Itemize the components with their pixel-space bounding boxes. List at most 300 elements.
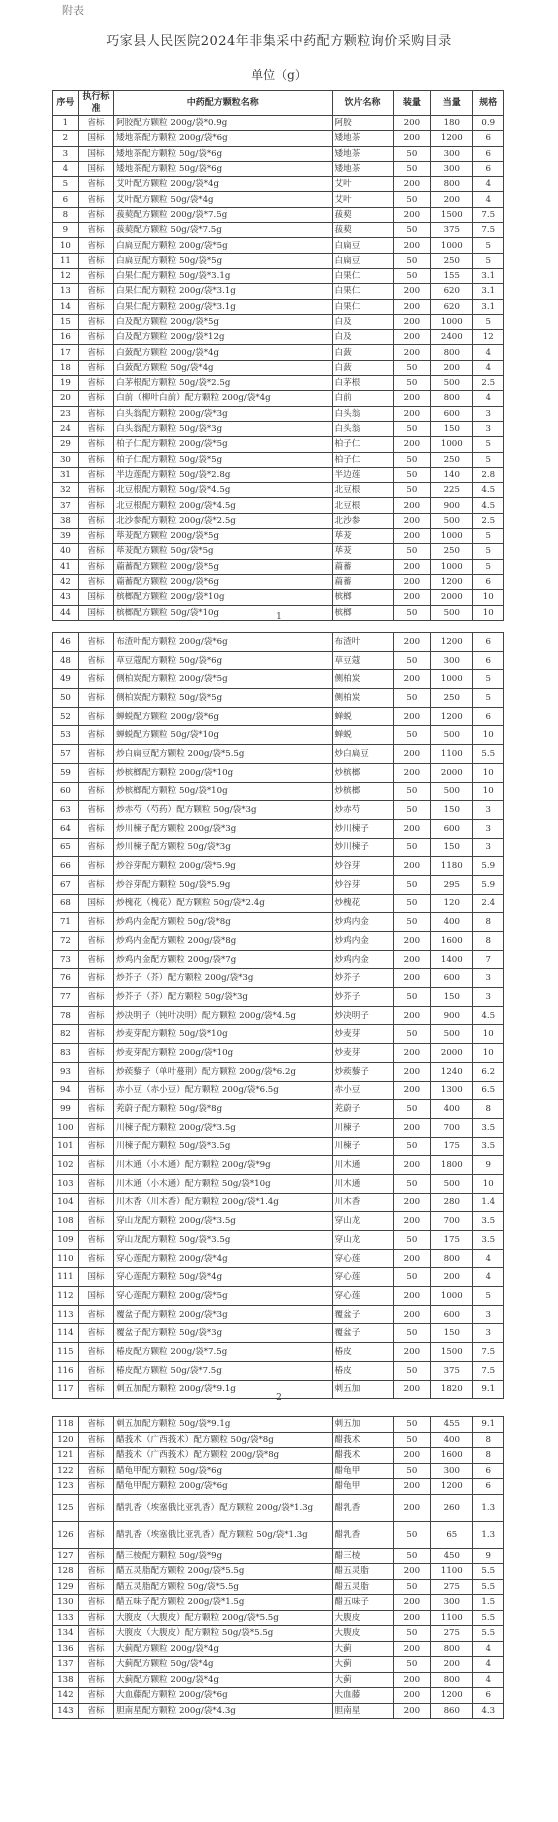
cell-no: 134 [53,1626,79,1642]
cell-no: 23 [53,406,79,421]
cell-piece-name: 炒槟榔 [332,782,393,801]
cell-spec: 200 [393,1156,431,1175]
cell-piece-name: 蝉蜕 [332,707,393,726]
cell-name: 炒川楝子配方颗粒 200g/袋*3g [114,819,332,838]
table-row [53,223,504,238]
cell-piece-name: 刺五加 [332,1417,393,1433]
cell-equivalent: 375 [431,1361,473,1380]
cell-equivalent: 2000 [431,763,473,782]
table-row [53,345,504,360]
cell-gauge: 6 [473,1463,504,1479]
cell-standard: 国标 [78,894,113,913]
cell-equivalent: 1100 [431,745,473,764]
cell-no: 102 [53,1156,79,1175]
cell-piece-name: 白前 [332,391,393,406]
table-row [53,483,504,498]
cell-spec: 50 [393,253,431,268]
cell-name: 大腹皮（大腹皮）配方颗粒 200g/袋*5.5g [114,1610,332,1626]
cell-no: 78 [53,1006,79,1025]
table-row [53,1595,504,1611]
cell-standard: 省标 [78,1417,113,1433]
cell-no: 64 [53,819,79,838]
cell-piece-name: 胆南星 [332,1703,393,1719]
table-row [53,707,504,726]
cell-name: 穿山龙配方颗粒 50g/袋*3.5g [114,1231,332,1250]
cell-spec: 50 [393,1324,431,1343]
cell-spec: 200 [393,745,431,764]
cell-equivalent: 150 [431,838,473,857]
cell-gauge: 10 [473,1044,504,1063]
cell-spec: 50 [393,268,431,283]
cell-name: 蝉蜕配方颗粒 200g/袋*6g [114,707,332,726]
cell-standard: 省标 [78,116,113,131]
cell-spec: 200 [393,1479,431,1495]
cell-name: 炒槟榔配方颗粒 50g/袋*10g [114,782,332,801]
cell-gauge: 5 [473,1287,504,1306]
cell-no: 99 [53,1100,79,1119]
cell-name: 萹蓄配方颗粒 200g/袋*5g [114,559,332,574]
cell-name: 刺五加配方颗粒 50g/袋*9.1g [114,1417,332,1433]
cell-standard: 省标 [78,950,113,969]
cell-equivalent: 900 [431,1006,473,1025]
cell-standard: 省标 [78,1641,113,1657]
cell-no: 68 [53,894,79,913]
cell-piece-name: 矮地茶 [332,146,393,161]
cell-standard: 省标 [78,1100,113,1119]
cell-gauge: 6 [473,1479,504,1495]
cell-piece-name: 炒芥子 [332,988,393,1007]
cell-piece-name: 半边莲 [332,467,393,482]
cell-name: 赤小豆（赤小豆）配方颗粒 200g/袋*6.5g [114,1081,332,1100]
cell-gauge: 5 [473,670,504,689]
cell-piece-name: 穿心莲 [332,1268,393,1287]
cell-spec: 50 [393,913,431,932]
header-no: 序号 [53,91,79,116]
cell-gauge: 1.4 [473,1193,504,1212]
cell-piece-name: 炒蒺藜子 [332,1062,393,1081]
cell-standard: 省标 [78,1703,113,1719]
cell-standard: 省标 [78,875,113,894]
cell-piece-name: 覆盆子 [332,1324,393,1343]
cell-name: 炒鸡内金配方颗粒 200g/袋*8g [114,932,332,951]
cell-piece-name: 炒槟榔 [332,763,393,782]
cell-name: 白头翁配方颗粒 50g/袋*3g [114,421,332,436]
cell-equivalent: 1820 [431,1380,473,1399]
cell-gauge: 2.8 [473,467,504,482]
cell-standard: 省标 [78,177,113,192]
cell-equivalent: 155 [431,268,473,283]
cell-name: 菝葜配方颗粒 200g/袋*7.5g [114,207,332,222]
table-body-page-1 [53,116,504,621]
cell-spec: 200 [393,437,431,452]
cell-equivalent: 180 [431,116,473,131]
cell-name: 茺蔚子配方颗粒 50g/袋*8g [114,1100,332,1119]
cell-no: 53 [53,726,79,745]
cell-no: 40 [53,544,79,559]
cell-name: 大蓟配方颗粒 200g/袋*4g [114,1641,332,1657]
cell-piece-name: 白果仁 [332,284,393,299]
cell-equivalent: 1000 [431,559,473,574]
cell-gauge: 3 [473,988,504,1007]
table-row [53,330,504,345]
cell-name: 炒白扁豆配方颗粒 200g/袋*5.5g [114,745,332,764]
cell-equivalent: 150 [431,1324,473,1343]
cell-piece-name: 穿心莲 [332,1287,393,1306]
table-row [53,161,504,176]
cell-spec: 200 [393,932,431,951]
cell-standard: 省标 [78,1432,113,1448]
cell-no: 29 [53,437,79,452]
cell-gauge: 6 [473,633,504,652]
header-standard: 执行标准 [78,91,113,116]
cell-equivalent: 400 [431,1432,473,1448]
cell-no: 116 [53,1361,79,1380]
cell-no: 46 [53,633,79,652]
table-row [53,1305,504,1324]
cell-equivalent: 1600 [431,1448,473,1464]
cell-gauge: 5.5 [473,1626,504,1642]
cell-spec: 200 [393,1062,431,1081]
cell-standard: 省标 [78,1044,113,1063]
cell-no: 60 [53,782,79,801]
cell-equivalent: 600 [431,819,473,838]
table-row [53,689,504,708]
cell-gauge: 8 [473,913,504,932]
cell-equivalent: 1240 [431,1062,473,1081]
cell-standard: 省标 [78,1174,113,1193]
table-row [53,1548,504,1564]
cell-name: 艾叶配方颗粒 200g/袋*4g [114,177,332,192]
cell-piece-name: 草豆蔻 [332,651,393,670]
cell-piece-name: 炒麦芽 [332,1044,393,1063]
cell-standard: 省标 [78,330,113,345]
cell-gauge: 4.5 [473,483,504,498]
cell-standard: 省标 [78,838,113,857]
cell-no: 38 [53,513,79,528]
cell-no: 112 [53,1287,79,1306]
table-row [53,894,504,913]
cell-equivalent: 2000 [431,1044,473,1063]
table-row [53,268,504,283]
cell-equivalent: 200 [431,360,473,375]
cell-equivalent: 200 [431,1268,473,1287]
cell-piece-name: 菝葜 [332,223,393,238]
cell-name: 柏子仁配方颗粒 200g/袋*5g [114,437,332,452]
cell-piece-name: 穿山龙 [332,1231,393,1250]
cell-spec: 50 [393,1417,431,1433]
cell-name: 炒槐花（槐花）配方颗粒 50g/袋*2.4g [114,894,332,913]
table-row [53,670,504,689]
cell-name: 白扁豆配方颗粒 200g/袋*5g [114,238,332,253]
cell-equivalent: 800 [431,391,473,406]
table-row [53,452,504,467]
cell-gauge: 5 [473,452,504,467]
cell-piece-name: 白及 [332,314,393,329]
cell-name: 穿心莲配方颗粒 200g/袋*5g [114,1287,332,1306]
cell-spec: 50 [393,1231,431,1250]
cell-piece-name: 大蓟 [332,1657,393,1673]
cell-standard: 省标 [78,452,113,467]
cell-name: 白果仁配方颗粒 200g/袋*3.1g [114,299,332,314]
cell-no: 9 [53,223,79,238]
cell-standard: 省标 [78,467,113,482]
cell-no: 63 [53,801,79,820]
cell-gauge: 10 [473,1025,504,1044]
cell-equivalent: 2400 [431,330,473,345]
cell-gauge: 3.5 [473,1137,504,1156]
table-row [53,391,504,406]
table-row [53,376,504,391]
cell-piece-name: 大血藤 [332,1688,393,1704]
cell-equivalent: 1000 [431,437,473,452]
cell-equivalent: 250 [431,253,473,268]
cell-spec: 50 [393,192,431,207]
cell-spec: 200 [393,1249,431,1268]
cell-piece-name: 白扁豆 [332,253,393,268]
cell-name: 椿皮配方颗粒 200g/袋*7.5g [114,1343,332,1362]
table-row [53,1287,504,1306]
cell-gauge: 6 [473,161,504,176]
cell-piece-name: 穿山龙 [332,1212,393,1231]
cell-name: 蝉蜕配方颗粒 50g/袋*10g [114,726,332,745]
cell-gauge: 5 [473,544,504,559]
cell-gauge: 3.5 [473,1231,504,1250]
cell-piece-name: 炒鸡内金 [332,932,393,951]
cell-standard: 省标 [78,819,113,838]
cell-equivalent: 500 [431,726,473,745]
cell-no: 143 [53,1703,79,1719]
table-row [53,1479,504,1495]
cell-gauge: 3.1 [473,284,504,299]
table-row [53,1062,504,1081]
cell-no: 138 [53,1672,79,1688]
cell-name: 醋莪术（广西莪术）配方颗粒 200g/袋*8g [114,1448,332,1464]
cell-piece-name: 醋五味子 [332,1595,393,1611]
cell-piece-name: 醋乳香 [332,1494,393,1521]
cell-piece-name: 炒麦芽 [332,1025,393,1044]
header-gauge: 规格 [473,91,504,116]
table-row [53,1521,504,1548]
cell-equivalent: 1600 [431,932,473,951]
cell-standard: 省标 [78,782,113,801]
cell-standard: 省标 [78,1212,113,1231]
cell-standard: 省标 [78,1081,113,1100]
cell-name: 荜茇配方颗粒 200g/袋*5g [114,529,332,544]
table-row [53,1610,504,1626]
cell-piece-name: 炒赤芍 [332,801,393,820]
cell-equivalent: 1200 [431,131,473,146]
cell-no: 67 [53,875,79,894]
cell-equivalent: 1000 [431,238,473,253]
cell-spec: 200 [393,1343,431,1362]
cell-piece-name: 炒白扁豆 [332,745,393,764]
table-row [53,437,504,452]
table-body-page-2 [53,633,504,1399]
cell-piece-name: 川楝子 [332,1118,393,1137]
table-row [53,1025,504,1044]
cell-gauge: 5.5 [473,745,504,764]
table-row [53,253,504,268]
cell-gauge: 4.5 [473,1006,504,1025]
cell-gauge: 5 [473,529,504,544]
unit-label: 单位（g） [251,68,307,82]
cell-gauge: 3 [473,406,504,421]
cell-no: 101 [53,1137,79,1156]
cell-name: 炒决明子（钝叶决明）配方颗粒 200g/袋*4.5g [114,1006,332,1025]
cell-gauge: 5.9 [473,857,504,876]
cell-no: 37 [53,498,79,513]
cell-standard: 省标 [78,544,113,559]
cell-piece-name: 白果仁 [332,299,393,314]
cell-piece-name: 菝葜 [332,207,393,222]
cell-piece-name: 荜茇 [332,544,393,559]
cell-spec: 200 [393,1081,431,1100]
cell-standard: 省标 [78,360,113,375]
cell-standard: 省标 [78,1343,113,1362]
cell-name: 白前（柳叶白前）配方颗粒 200g/袋*4g [114,391,332,406]
cell-standard: 省标 [78,345,113,360]
table-row [53,1118,504,1137]
cell-spec: 200 [393,1703,431,1719]
cell-name: 艾叶配方颗粒 50g/袋*4g [114,192,332,207]
cell-spec: 200 [393,345,431,360]
cell-standard: 省标 [78,1672,113,1688]
cell-no: 10 [53,238,79,253]
cell-spec: 200 [393,330,431,345]
cell-name: 川木香（川木香）配方颗粒 200g/袋*1.4g [114,1193,332,1212]
cell-spec: 200 [393,1212,431,1231]
cell-standard: 省标 [78,1688,113,1704]
table-row [53,1156,504,1175]
cell-piece-name: 蝉蜕 [332,726,393,745]
cell-standard: 省标 [78,763,113,782]
cell-standard: 国标 [78,1287,113,1306]
cell-no: 136 [53,1641,79,1657]
table-row [53,406,504,421]
table-row [53,284,504,299]
page-number: 1 [276,612,282,622]
table-row [53,763,504,782]
cell-piece-name: 艾叶 [332,177,393,192]
cell-no: 52 [53,707,79,726]
cell-piece-name: 茺蔚子 [332,1100,393,1119]
cell-no: 114 [53,1324,79,1343]
cell-no: 129 [53,1579,79,1595]
cell-gauge: 10 [473,1174,504,1193]
cell-gauge: 1.3 [473,1521,504,1548]
cell-no: 6 [53,192,79,207]
cell-name: 白蔹配方颗粒 200g/袋*4g [114,345,332,360]
cell-piece-name: 醋莪术 [332,1448,393,1464]
table-row [53,513,504,528]
cell-no: 71 [53,913,79,932]
cell-standard: 省标 [78,932,113,951]
cell-piece-name: 炒谷芽 [332,857,393,876]
cell-gauge: 6 [473,1688,504,1704]
cell-no: 123 [53,1479,79,1495]
cell-equivalent: 225 [431,483,473,498]
cell-gauge: 10 [473,590,504,605]
cell-equivalent: 500 [431,605,473,620]
cell-piece-name: 北豆根 [332,498,393,513]
cell-name: 炒谷芽配方颗粒 200g/袋*5.9g [114,857,332,876]
cell-no: 24 [53,421,79,436]
cell-piece-name: 炒鸡内金 [332,950,393,969]
procurement-table-page-1 [52,90,504,621]
cell-spec: 200 [393,1595,431,1611]
cell-piece-name: 醋五灵脂 [332,1579,393,1595]
cell-equivalent: 295 [431,875,473,894]
cell-standard: 省标 [78,421,113,436]
cell-spec: 50 [393,1025,431,1044]
cell-equivalent: 500 [431,1174,473,1193]
cell-gauge: 7.5 [473,1343,504,1362]
cell-standard: 省标 [78,299,113,314]
header-equivalent: 当量 [431,91,473,116]
cell-piece-name: 荜茇 [332,529,393,544]
cell-piece-name: 白头翁 [332,421,393,436]
cell-standard: 省标 [78,1626,113,1642]
cell-spec: 50 [393,1100,431,1119]
cell-gauge: 8 [473,1432,504,1448]
cell-gauge: 3 [473,801,504,820]
cell-name: 川木通（小木通）配方颗粒 50g/袋*10g [114,1174,332,1193]
cell-no: 50 [53,689,79,708]
cell-no: 118 [53,1417,79,1433]
cell-gauge: 7 [473,950,504,969]
cell-spec: 50 [393,801,431,820]
cell-piece-name: 槟榔 [332,605,393,620]
cell-piece-name: 矮地茶 [332,161,393,176]
table-row [53,1268,504,1287]
table-row [53,875,504,894]
cell-spec: 50 [393,1657,431,1673]
cell-gauge: 4.3 [473,1703,504,1719]
table-row [53,1564,504,1580]
cell-name: 柏子仁配方颗粒 50g/袋*5g [114,452,332,467]
cell-name: 萹蓄配方颗粒 200g/袋*6g [114,574,332,589]
cell-equivalent: 260 [431,1494,473,1521]
cell-no: 41 [53,559,79,574]
cell-name: 北豆根配方颗粒 50g/袋*4.5g [114,483,332,498]
cell-no: 142 [53,1688,79,1704]
cell-no: 57 [53,745,79,764]
cell-name: 白果仁配方颗粒 200g/袋*3.1g [114,284,332,299]
table-row [53,1137,504,1156]
cell-gauge: 5.5 [473,1579,504,1595]
cell-no: 65 [53,838,79,857]
cell-spec: 50 [393,1137,431,1156]
cell-piece-name: 川木香 [332,1193,393,1212]
cell-no: 31 [53,467,79,482]
cell-equivalent: 175 [431,1137,473,1156]
table-row [53,1463,504,1479]
cell-equivalent: 1200 [431,1688,473,1704]
cell-spec: 200 [393,513,431,528]
cell-name: 白果仁配方颗粒 50g/袋*3.1g [114,268,332,283]
cell-spec: 200 [393,177,431,192]
cell-standard: 省标 [78,529,113,544]
cell-no: 130 [53,1595,79,1611]
table-row [53,1361,504,1380]
cell-spec: 200 [393,299,431,314]
cell-spec: 50 [393,544,431,559]
procurement-table-page-2 [52,632,504,1399]
cell-name: 醋乳香（埃塞俄比亚乳香）配方颗粒 200g/袋*1.3g [114,1494,332,1521]
cell-piece-name: 穿心莲 [332,1249,393,1268]
cell-piece-name: 阿胶 [332,116,393,131]
cell-no: 32 [53,483,79,498]
